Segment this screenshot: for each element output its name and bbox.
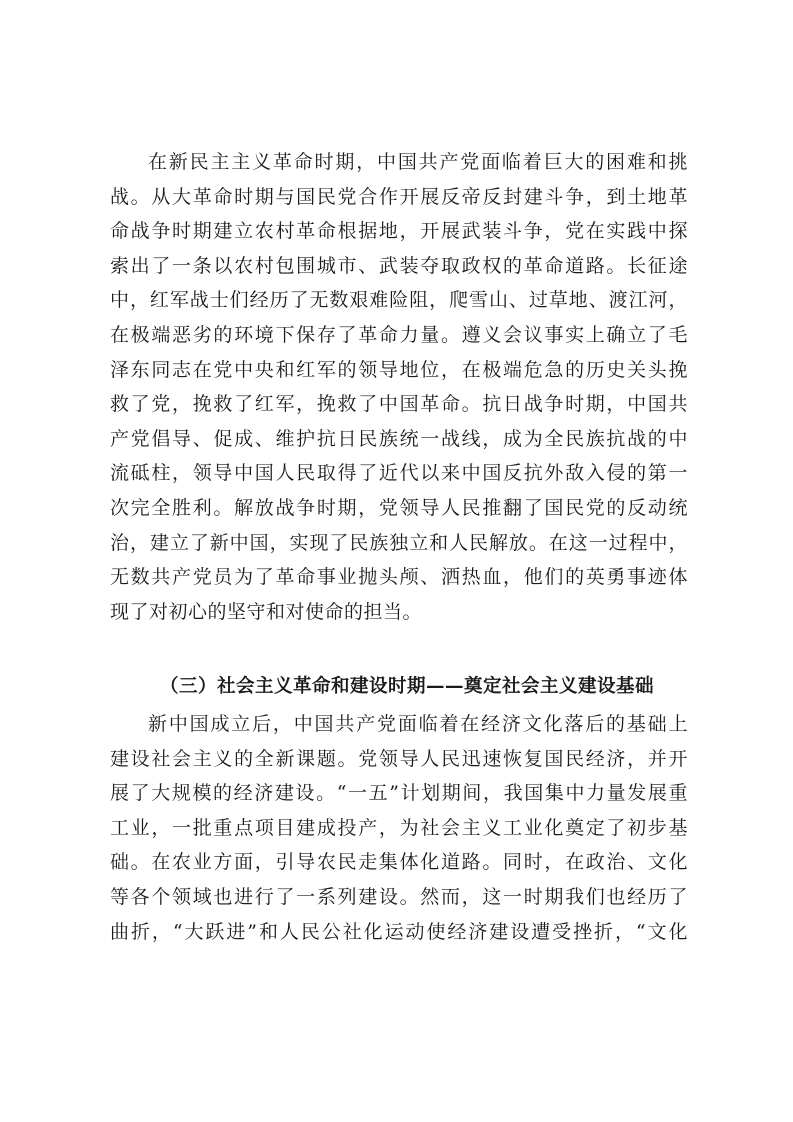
paragraph-line: 新中国成立后，中国共产党面临着在经济文化落后的基础上 (148, 713, 688, 735)
paragraph-line: 流砥柱，领导中国人民取得了近代以来中国反抗外敌入侵的第一 (110, 462, 688, 485)
paragraph-line: 索出了一条以农村包围城市、武装夺取政权的革命道路。长征途 (110, 254, 688, 277)
paragraph-line: 中，红军战士们经历了无数艰难险阻，爬雪山、过草地、渡江河， (110, 289, 688, 312)
paragraph-line: 治，建立了新中国，实现了民族独立和人民解放。在这一过程中， (110, 531, 688, 554)
paragraph-line: 在极端恶劣的环境下保存了革命力量。遵义会议事实上确立了毛 (110, 323, 688, 346)
paragraph-line: 在新民主主义革命时期，中国共产党面临着巨大的困难和挑 (148, 151, 688, 173)
paragraph-line: 础。在农业方面，引导农民走集体化道路。同时，在政治、文化 (110, 851, 688, 874)
paragraph-line: 工业，一批重点项目建成投产，为社会主义工业化奠定了初步基 (110, 816, 688, 839)
paragraph-new-democratic-revolution (110, 145, 688, 629)
paragraph-line: 曲折，“大跃进”和人民公社化运动使经济建设遭受挫折，“文化 (110, 920, 688, 943)
paragraph-line: 建设社会主义的全新课题。党领导人民迅速恢复国民经济，并开 (110, 747, 688, 770)
paragraph-line: 无数共产党员为了革命事业抛头颅、洒热血，他们的英勇事迹体 (110, 566, 688, 589)
paragraph-socialist-construction (110, 707, 688, 949)
paragraph-line: 产党倡导、促成、维护抗日民族统一战线，成为全民族抗战的中 (110, 427, 688, 450)
paragraph-line: 救了党，挽救了红军，挽救了中国革命。抗日战争时期，中国共 (110, 393, 688, 416)
section-heading: （三）社会主义革命和建设时期——奠定社会主义建设基础 (160, 676, 655, 697)
paragraph-line: 次完全胜利。解放战争时期，党领导人民推翻了国民党的反动统 (110, 496, 688, 519)
paragraph-line: 展了大规模的经济建设。“一五”计划期间，我国集中力量发展重 (110, 782, 688, 805)
paragraph-line: 命战争时期建立农村革命根据地，开展武装斗争，党在实践中探 (110, 220, 688, 243)
paragraph-line: 泽东同志在党中央和红军的领导地位，在极端危急的历史关头挽 (110, 358, 688, 381)
paragraph-line: 战。从大革命时期与国民党合作开展反帝反封建斗争，到土地革 (110, 185, 688, 208)
paragraph-line: 现了对初心的坚守和对使命的担当。 (110, 600, 423, 623)
paragraph-line: 等各个领域也进行了一系列建设。然而，这一时期我们也经历了 (110, 885, 688, 908)
